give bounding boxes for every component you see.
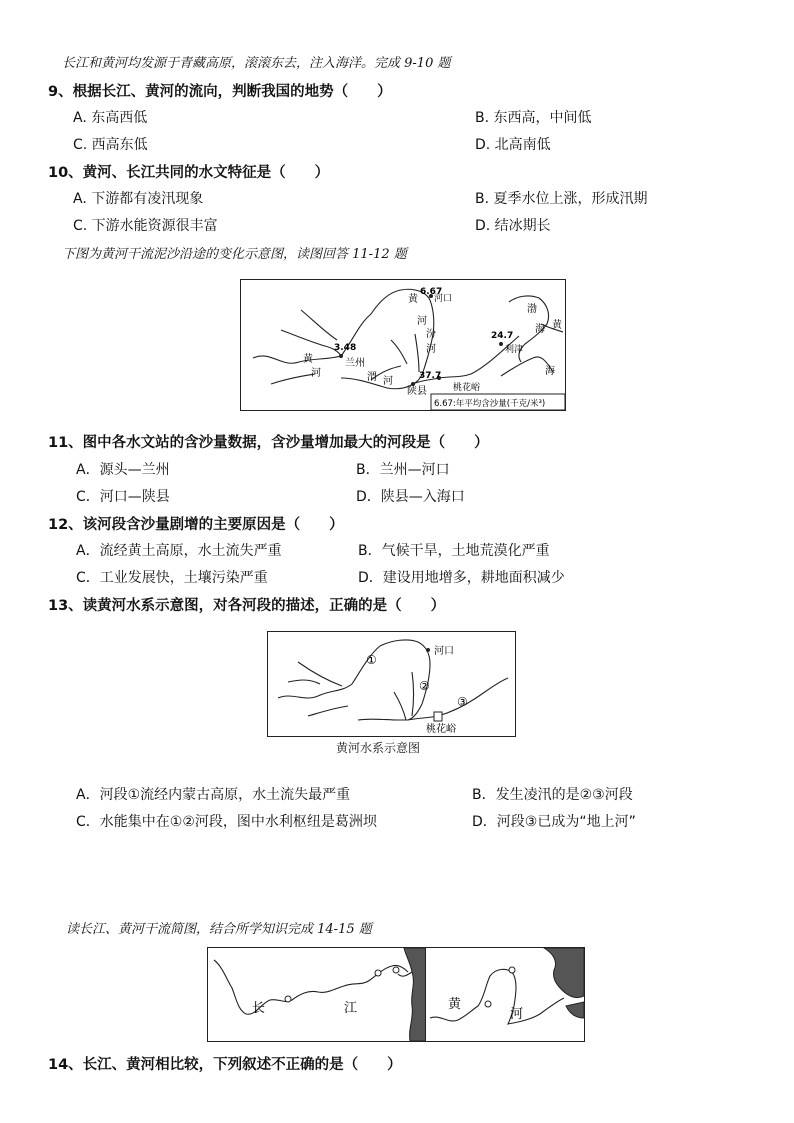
- question-14-stem: 14、长江、黄河相比较，下列叙述不正确的是（ ）: [48, 1057, 402, 1073]
- q11-option-b[interactable]: B．兰州—河口: [356, 462, 450, 478]
- label-wei-he: 河: [383, 376, 393, 387]
- q9-option-c[interactable]: C. 西高东低: [73, 137, 148, 153]
- label-huang-upper: 黄: [408, 294, 418, 305]
- yangtze-drawing: [208, 948, 426, 1041]
- label-hekou: 河口: [434, 294, 453, 304]
- label-chang: 长: [252, 1001, 266, 1016]
- label-he: 河: [510, 1007, 524, 1022]
- q12-option-a[interactable]: A．流经黄土高原，水土流失严重: [76, 543, 282, 559]
- q11-option-d[interactable]: D．陕县—入海口: [356, 489, 465, 505]
- q10-option-b[interactable]: B. 夏季水位上涨，形成汛期: [475, 191, 648, 207]
- label-fen: 汾: [426, 329, 436, 340]
- segment-1-label: ①: [366, 653, 377, 667]
- reservoir-marker: [434, 712, 442, 721]
- yellow-river-map: [425, 947, 585, 1042]
- q9-option-a[interactable]: A. 东高西低: [73, 110, 148, 126]
- label-fen-he: 河: [426, 344, 436, 355]
- q12-option-c[interactable]: C．工业发展快，土壤污染严重: [76, 570, 268, 586]
- label-taohuayu: 桃花峪: [453, 383, 481, 393]
- label-yellow-sea: 黄: [552, 320, 562, 331]
- label-bohai: 渤: [527, 304, 537, 315]
- value-hekou: 6.67: [420, 287, 443, 297]
- legend-text: 6.67:年平均含沙量(千克/米³): [434, 399, 546, 409]
- question-13-stem: 13、读黄河水系示意图，对各河段的描述，正确的是（ ）: [48, 598, 446, 614]
- q13-option-d[interactable]: D．河段③已成为“地上河”: [472, 814, 636, 830]
- label-he-upper: 河: [417, 316, 427, 327]
- q12-option-d[interactable]: D．建设用地增多，耕地面积减少: [358, 570, 565, 586]
- label-yellow-sea-hai: 海: [545, 366, 555, 377]
- segment-3-label: ③: [457, 695, 468, 709]
- q9-option-b[interactable]: B. 东西高，中间低: [475, 110, 592, 126]
- label-lanzhou: 兰州: [345, 358, 365, 369]
- yellow-river-drawing: [426, 948, 584, 1041]
- value-lanzhou: 3.48: [334, 343, 357, 353]
- label-he-west: 河: [311, 368, 321, 379]
- intro-9-10: 长江和黄河均发源于青藏高原，滚滚东去，注入海洋。完成 9-10 题: [62, 56, 451, 71]
- sediment-map: [240, 279, 566, 411]
- q12-option-b[interactable]: B．气候干旱，土地荒漠化严重: [358, 543, 550, 559]
- sediment-map-drawing: [241, 280, 565, 410]
- river-system-map: [267, 631, 516, 737]
- label-huang: 黄: [448, 997, 462, 1012]
- intro-11-12: 下图为黄河干流泥沙沿途的变化示意图，读图回答 11-12 题: [62, 247, 407, 262]
- label-wei: 渭: [367, 372, 377, 383]
- q11-option-a[interactable]: A．源头—兰州: [76, 462, 170, 478]
- value-lijin: 24.7: [491, 331, 514, 341]
- q10-option-d[interactable]: D. 结冰期长: [475, 218, 551, 234]
- label-jiang: 江: [344, 1001, 358, 1016]
- q13-option-b[interactable]: B．发生凌汛的是②③河段: [472, 787, 633, 803]
- river-system-caption: 黄河水系示意图: [336, 741, 421, 755]
- label-lijin: 利津: [505, 345, 524, 355]
- question-11-stem: 11、图中各水文站的含沙量数据，含沙量增加最大的河段是（ ）: [48, 435, 489, 451]
- label-hekou-2: 河口: [434, 646, 454, 657]
- q13-option-a[interactable]: A．河段①流经内蒙古高原，水土流失最严重: [76, 787, 351, 803]
- value-shanxian: 37.7: [419, 371, 442, 381]
- question-12-stem: 12、该河段含沙量剧增的主要原因是（ ）: [48, 517, 344, 533]
- q10-option-c[interactable]: C. 下游水能资源很丰富: [73, 218, 218, 234]
- segment-2-label: ②: [419, 679, 430, 693]
- river-system-drawing: [268, 632, 515, 736]
- label-bohai-hai: 海: [535, 324, 545, 335]
- q13-option-c[interactable]: C．水能集中在①②河段，图中水利枢纽是葛洲坝: [76, 814, 377, 830]
- yangtze-map: [207, 947, 427, 1042]
- question-9-stem: 9、根据长江、黄河的流向，判断我国的地势（ ）: [48, 84, 392, 100]
- q10-option-a[interactable]: A. 下游都有凌汛现象: [73, 191, 204, 207]
- intro-14-15: 读长江、黄河干流简图，结合所学知识完成 14-15 题: [66, 922, 372, 937]
- question-10-stem: 10、黄河、长江共同的水文特征是（ ）: [48, 165, 330, 181]
- q9-option-d[interactable]: D. 北高南低: [475, 137, 551, 153]
- label-huang-west: 黄: [303, 354, 313, 365]
- label-taohuayu-2: 桃花峪: [426, 724, 456, 735]
- q11-option-c[interactable]: C．河口—陕县: [76, 489, 170, 505]
- label-shanxian: 陕县: [407, 386, 427, 397]
